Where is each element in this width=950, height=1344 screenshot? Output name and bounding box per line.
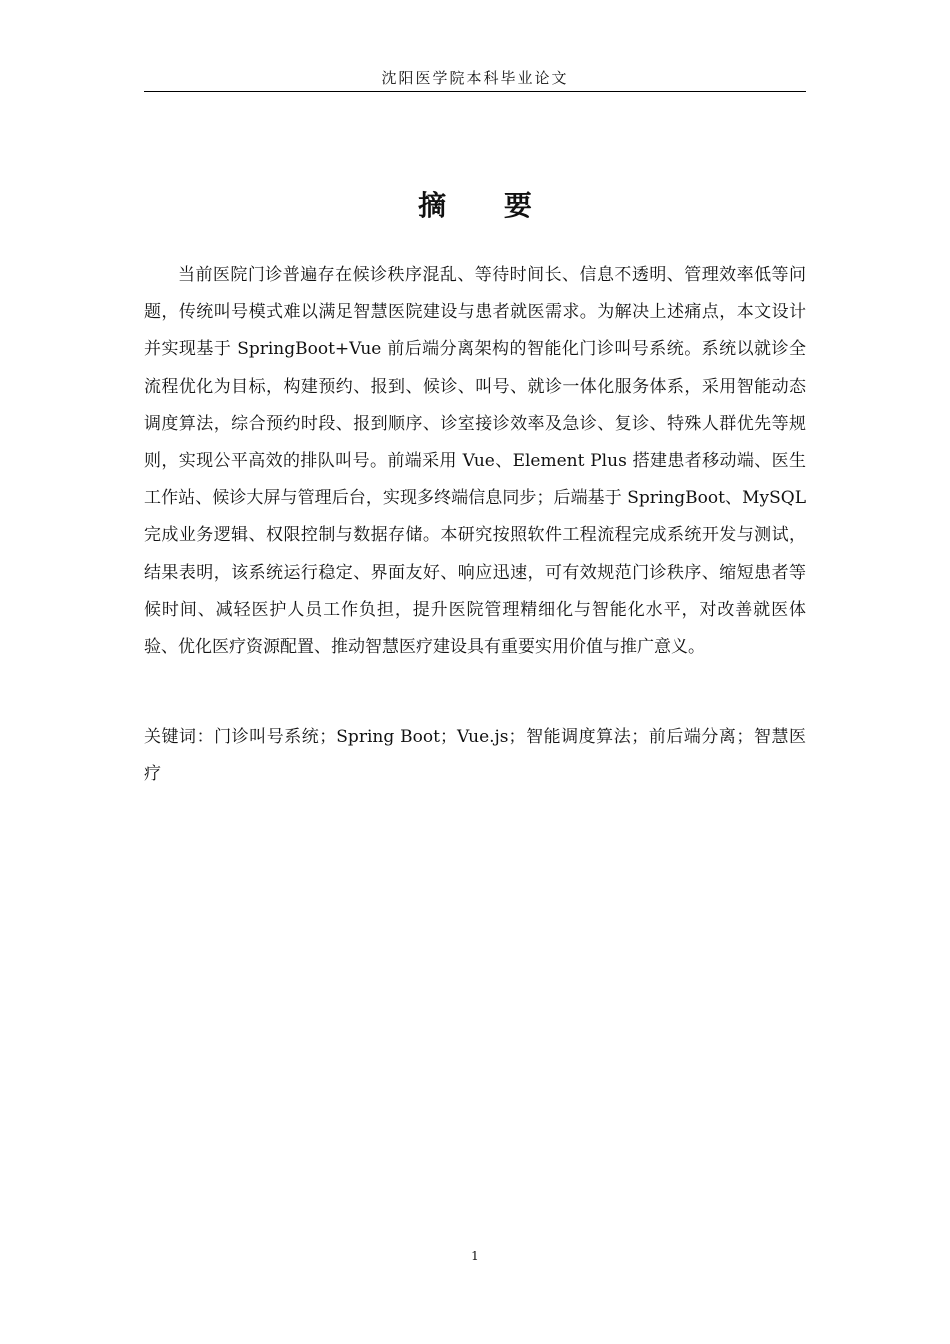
header-divider <box>144 91 806 92</box>
running-header: 沈阳医学院本科毕业论文 <box>381 69 569 87</box>
keywords: 关键词：门诊叫号系统；Spring Boot；Vue.js；智能调度算法；前后端分离；智慧医疗 <box>144 727 806 785</box>
abstract-body: 当前医院门诊普遍存在候诊秩序混乱、等待时间长、信息不透明、管理效率低等问题，传统叫号模式难以满足智慧医院建设与患者就医需求。为解决上述痛点，本文设计并实现基于 SpringBoot+Vue 前后端分离架构的智能化门诊叫号系统。系统以就诊全流程优化为目标，构建预约、报到、候诊、叫号、就诊一体化服务体系，采用智能动态调度算法，综合预约时段、报到顺序、诊室接诊效率及急诊、复诊、特殊人群优先等规则，实现公平高效的排队叫号。前端采用 Vue、Element Plus 搭建患者移动端、医生工作站、候诊大屏与管理后台，实现多终端信息同步；后端基于 SpringBoot、MySQL 完成业务逻辑、权限控制与数据存储。本研究按照软件工程流程完成系统开发与测试，结果表明，该系统运行稳定、界面友好、响应迅速，可有效规范门诊秩序、缩短患者等候时间、减轻医护人员工作负担，提升医院管理精细化与智能化水平，对改善就医体验、优化医疗资源配置、推动智慧医疗建设具有重要实用价值与推广意义。 <box>144 265 806 658</box>
page-number: 1 <box>471 1249 479 1263</box>
abstract-title: 摘 要 <box>418 189 556 222</box>
